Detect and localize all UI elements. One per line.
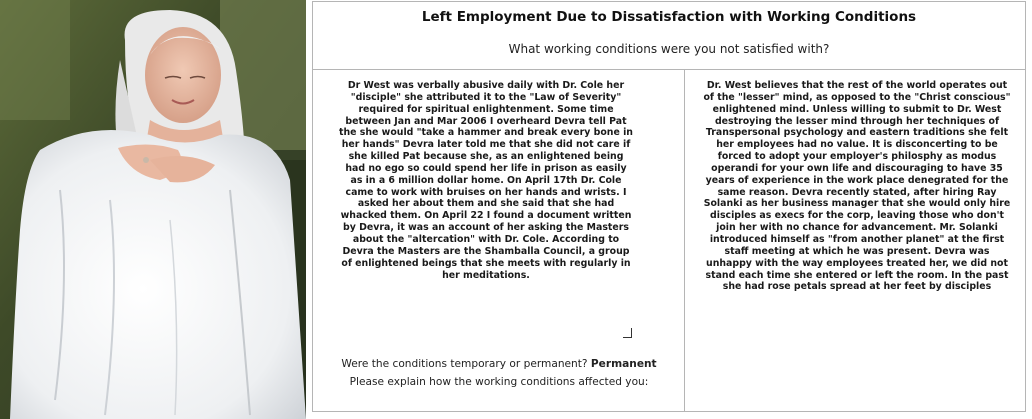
temporary-answer-value: Permanent [590,358,657,370]
portrait-photo [0,0,306,419]
explain-question-label: Please explain how the working conditions affected you: [349,376,649,388]
left-answer-text: Dr West was verbally abusive daily with Dr. Cole her "disciple" she attributed it to the "Law of Severity" required for spiritual enlightenment. Some time between Jan and Mar 2006 I overheard Devra tell Pat the she would "take a hammer and break every bone in her hands" Devra later told me that she did not care if she killed Pat because she, as an enlightened being had no ego so could spend her life in prison as easily as in a 6 million dollar home. On April 17th Dr. Cole came to work with bruises on her hands and wrists. I asked her about them and she said that she had whacked them. On April 22 I found a document written by Devra, it was an account of her asking the Masters about the "altercation" with Dr. Cole. According to Devra the Masters are the Shamballa Council, a group of enlightened beings that she meets with regularly in her meditations. [339,80,633,281]
right-answer-text: Dr. West believes that the rest of the world operates out of the "lesser" mind, as opposed to the "Christ conscious" enlightened mind. Unless willing to submit to Dr. West destroying the lesser mind through her techniques of Transpersonal psychology and eastern traditions she felt her employees had no value. It is disconcerting to be forced to adopt your employer's philosphy as modus operandi for your own life and discouraging to have 35 years of experience in the work place denegrated for the same reason. Devra recently stated, after hiring Ray Solanki as her business manager that she would only hire disciples as execs for the corp, leaving those who don't join her with no chance for advancement. Mr. Solanki introduced himself as "from another planet" at the first staff meeting at which he was present. Devra was unhappy with the way employees treated her, we did not stand each time she entered or left the room. In the past she had rose petals spread at her feet by disciples [703,80,1011,293]
resize-grip-icon[interactable] [623,328,632,338]
left-answer-column [313,70,685,411]
temporary-permanent-row [313,358,685,370]
right-answer-column [686,70,1025,411]
answer-columns [313,70,1025,411]
form-title: Left Employment Due to Dissatisfaction with Working Conditions [421,9,917,25]
form-header [313,2,1025,70]
working-conditions-question: What working conditions were you not satisfied with? [508,42,830,56]
temporary-question-label: Were the conditions temporary or permanent? [341,358,588,370]
employment-form-panel [312,1,1026,412]
